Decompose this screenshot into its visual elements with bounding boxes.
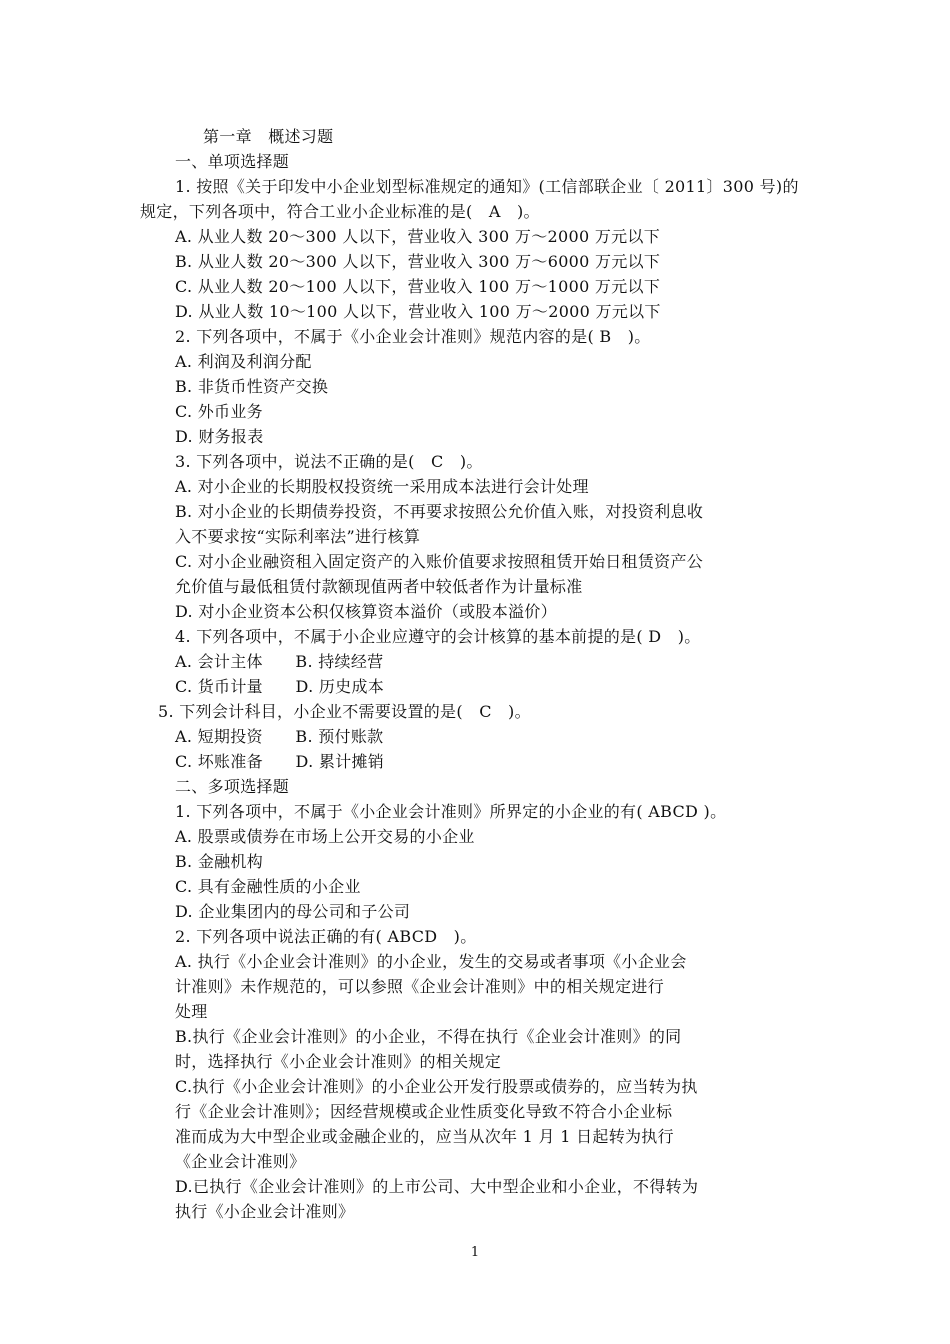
answer-option-continued: 入不要求按“实际利率法”进行核算 — [175, 527, 421, 546]
question-text: 3. 下列各项中，说法不正确的是( C )。 — [175, 452, 483, 471]
question-text: 规定，下列各项中，符合工业小企业标准的是( A )。 — [140, 202, 540, 221]
question-text: 2. 下列各项中，不属于《小企业会计准则》规范内容的是( B )。 — [175, 327, 651, 346]
answer-option: C. 外币业务 — [175, 402, 263, 421]
answer-option-pair: C. 货币计量 D. 历史成本 — [175, 677, 385, 696]
answer-option: C. 对小企业融资租入固定资产的入账价值要求按照租赁开始日租赁资产公 — [175, 552, 704, 571]
question-text: 5. 下列会计科目，小企业不需要设置的是( C )。 — [158, 702, 531, 721]
answer-option-continued: 时，选择执行《小企业会计准则》的相关规定 — [175, 1052, 502, 1071]
answer-option: B. 从业人数 20～300 人以下，营业收入 300 万～6000 万元以下 — [175, 252, 661, 271]
answer-option: B. 非货币性资产交换 — [175, 377, 329, 396]
answer-option: A. 对小企业的长期股权投资统一采用成本法进行会计处理 — [175, 477, 589, 496]
page-number: 1 — [470, 1245, 480, 1260]
answer-option-continued: 执行《小企业会计准则》 — [175, 1202, 355, 1221]
answer-option: D. 从业人数 10～100 人以下，营业收入 100 万～2000 万元以下 — [175, 302, 661, 321]
answer-option: B. 金融机构 — [175, 852, 264, 871]
section-heading-single-choice: 一、单项选择题 — [175, 152, 290, 171]
answer-option: C. 具有金融性质的小企业 — [175, 877, 361, 896]
answer-option-continued: 行《企业会计准则》；因经营规模或企业性质变化导致不符合小企业标 — [175, 1102, 673, 1121]
answer-option-pair: C. 坏账准备 D. 累计摊销 — [175, 752, 385, 771]
answer-option: D. 对小企业资本公积仅核算资本溢价（或股本溢价） — [175, 602, 557, 621]
answer-option-pair: A. 短期投资 B. 预付账款 — [175, 727, 384, 746]
answer-option: D. 企业集团内的母公司和子公司 — [175, 902, 411, 921]
question-text: 1. 下列各项中，不属于《小企业会计准则》所界定的小企业的有( ABCD )。 — [175, 802, 727, 821]
answer-option: A. 股票或债券在市场上公开交易的小企业 — [175, 827, 475, 846]
answer-option-continued: 计准则》未作规范的，可以参照《企业会计准则》中的相关规定进行 — [175, 977, 665, 996]
answer-option-pair: A. 会计主体 B. 持续经营 — [175, 652, 384, 671]
answer-option-continued: 《企业会计准则》 — [175, 1152, 306, 1171]
answer-option: A. 利润及利润分配 — [175, 352, 312, 371]
question-text: 4. 下列各项中，不属于小企业应遵守的会计核算的基本前提的是( D )。 — [175, 627, 701, 646]
answer-option-continued: 允价值与最低租赁付款额现值两者中较低者作为计量标准 — [175, 577, 583, 596]
question-text: 2. 下列各项中说法正确的有( ABCD )。 — [175, 927, 477, 946]
question-text: 1. 按照《关于印发中小企业划型标准规定的通知》(工信部联企业〔 2011〕300 号)的 — [175, 177, 799, 196]
answer-option: B.执行《企业会计准则》的小企业，不得在执行《企业会计准则》的同 — [175, 1027, 682, 1046]
answer-option: B. 对小企业的长期债券投资，不再要求按照公允价值入账，对投资利息收 — [175, 502, 704, 521]
chapter-title: 第一章 概述习题 — [203, 127, 334, 146]
answer-option: D.已执行《企业会计准则》的上市公司、大中型企业和小企业，不得转为 — [175, 1177, 699, 1196]
section-heading-multiple-choice: 二、多项选择题 — [175, 777, 290, 796]
answer-option: A. 从业人数 20～300 人以下，营业收入 300 万～2000 万元以下 — [175, 227, 661, 246]
answer-option: C. 从业人数 20～100 人以下，营业收入 100 万～1000 万元以下 — [175, 277, 661, 296]
answer-option-continued: 处理 — [175, 1002, 208, 1021]
answer-option-continued: 准而成为大中型企业或金融企业的，应当从次年 1 月 1 日起转为执行 — [175, 1127, 674, 1146]
answer-option: C.执行《小企业会计准则》的小企业公开发行股票或债券的，应当转为执 — [175, 1077, 698, 1096]
answer-option: D. 财务报表 — [175, 427, 264, 446]
answer-option: A. 执行《小企业会计准则》的小企业，发生的交易或者事项《小企业会 — [175, 952, 687, 971]
